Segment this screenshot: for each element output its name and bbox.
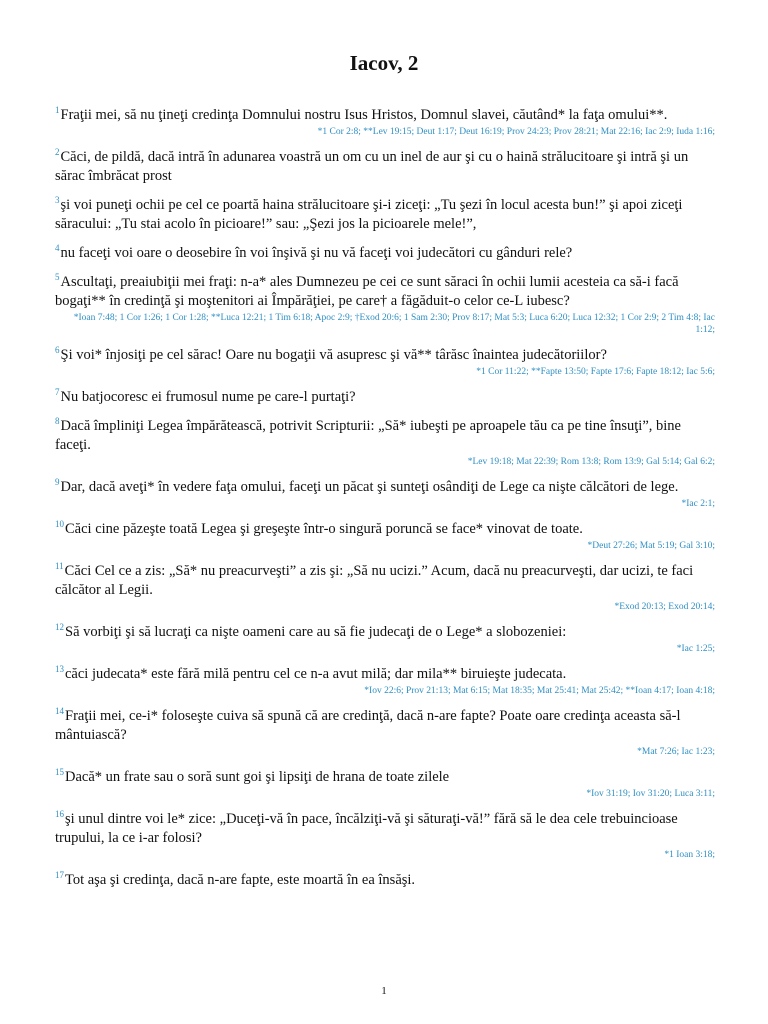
verse [55, 520, 715, 552]
verse-body: Şi voi* înjosiţi pe cel sărac! Oare nu bogaţii vă asupresc şi vă** târăsc înaintea judecătoriilor? [60, 347, 607, 363]
cross-references[interactable]: *Lev 19:18; Mat 22:39; Rom 13:8; Rom 13:9; Gal 5:14; Gal 6:2; [467, 457, 715, 467]
verse-body: Căci, de pildă, dacă intră în adunarea voastră un om cu un inel de aur şi cu o haină strălucitoare şi intră şi un sărac îmbrăcat prost [55, 149, 689, 184]
verse-text [55, 707, 715, 745]
verse-body: nu faceţi voi oare o deosebire în voi înşivă şi nu vă faceţi voi judecători cu gânduri rele? [60, 245, 573, 261]
cross-references[interactable]: *Iov 31:19; Iov 31:20; Luca 3:11; [586, 789, 715, 799]
verse [55, 665, 715, 697]
verse-text [55, 623, 715, 642]
verse-text [55, 810, 715, 848]
verse-body: Nu batjocoresc ei frumosul nume pe care-l purtaţi? [60, 389, 356, 405]
verse-number: 12 [55, 622, 64, 633]
page-number: 1 [381, 985, 387, 997]
verse-number: 16 [55, 809, 64, 820]
verse-text [55, 768, 715, 787]
verse [55, 707, 715, 758]
verse-body: Să vorbiţi şi să lucraţi ca nişte oameni care au să fie judecaţi de o Lege* a slobozeniei: [65, 624, 567, 640]
verse-body: Căci Cel ce a zis: „Să* nu preacurveşti” a zis şi: „Să nu ucizi.” Acum, dacă nu preacurveşti, dar ucizi, te faci călcător al Legii. [55, 563, 694, 598]
verse-number: 9 [55, 477, 60, 488]
verse [55, 148, 715, 186]
verse-body: Fraţii mei, ce-i* foloseşte cuiva să spună că are credinţă, dacă n-are fapte? Poate oare credinţa aceasta să-l mântuiască? [55, 708, 681, 743]
verse [55, 478, 715, 510]
verse [55, 106, 715, 138]
cross-references[interactable]: *1 Cor 11:22; **Fapte 13:50; Fapte 17:6; Fapte 18:12; Iac 5:6; [476, 367, 715, 377]
verse [55, 871, 715, 890]
cross-references[interactable]: *Iov 22:6; Prov 21:13; Mat 6:15; Mat 18:35; Mat 25:41; Mat 25:42; **Ioan 4:17; Ioan 4:18; [364, 686, 715, 696]
verse-body: Dar, dacă aveţi* în vedere faţa omului, faceţi un păcat şi sunteţi osândiţi de Lege ca nişte călcători de lege. [60, 479, 679, 495]
verse-text [55, 388, 715, 407]
verse-body: Ascultaţi, preaiubiţii mei fraţi: n-a* ales Dumnezeu pe cei ce sunt săraci în ochii lumii acesteia ca să-i facă bogaţi** în credinţă şi moştenitori ai Împărăţiei, pe care† a făgăduit-o celor ce-L iubesc? [55, 274, 679, 309]
verse-number: 3 [55, 195, 60, 206]
cross-references[interactable]: *1 Cor 2:8; **Lev 19:15; Deut 1:17; Deut 16:19; Prov 24:23; Prov 28:21; Mat 22:16; Iac 2:9; Iuda 1:16; [317, 127, 715, 137]
verse-text [55, 346, 715, 365]
verse-text [55, 417, 715, 455]
verse-number: 17 [55, 870, 64, 881]
verse-body: căci judecata* este fără milă pentru cel ce n-a avut milă; dar mila** biruieşte judecata. [65, 666, 567, 682]
verse-body: Dacă împliniţi Legea împărătească, potrivit Scripturii: „Să* iubeşti pe aproapele tău ca pe tine însuţi”, bine faceţi. [55, 418, 681, 453]
verse-text [55, 244, 715, 263]
verse-text [55, 106, 715, 125]
verse [55, 810, 715, 861]
verse-number: 10 [55, 519, 64, 530]
verse-text [55, 478, 715, 497]
verse-text [55, 196, 715, 234]
verse [55, 388, 715, 407]
verse-body: Tot aşa şi credinţa, dacă n-are fapte, este moartă în ea însăşi. [65, 872, 416, 888]
cross-references[interactable]: *Ioan 7:48; 1 Cor 1:26; 1 Cor 1:28; **Luca 12:21; 1 Tim 6:18; Apoc 2:9; †Exod 20:6; 1 Sam 2:30; Prov 8:17; Mat 5:3; Luca 6:20; Luca 12:32; 1 Cor 2:9; 2 Tim 4:8; Iac 1:12; [73, 313, 715, 335]
verse [55, 768, 715, 800]
verse-body: Fraţii mei, să nu ţineţi credinţa Domnului nostru Isus Hristos, Domnul slavei, căutând* la faţa omului**. [60, 107, 668, 123]
cross-references[interactable]: *Iac 2:1; [681, 499, 715, 509]
verse-text [55, 520, 715, 539]
verse-body: şi voi puneţi ochii pe cel ce poartă haina strălucitoare şi-i ziceţi: „Tu şezi în locul acesta bun!” şi apoi ziceţi săracului: „Tu stai acolo în picioare!” sau: „Şezi jos la picioarele mele!”, [55, 197, 683, 232]
verse-number: 5 [55, 272, 60, 283]
verse [55, 346, 715, 378]
cross-references[interactable]: *Deut 27:26; Mat 5:19; Gal 3:10; [587, 541, 715, 551]
verse-text [55, 871, 715, 890]
cross-references[interactable]: *Iac 1:25; [676, 644, 715, 654]
verse-number: 1 [55, 105, 60, 116]
chapter-title: Iacov, 2 [349, 51, 419, 75]
verse [55, 623, 715, 655]
verse-text [55, 273, 715, 311]
verse-number: 8 [55, 416, 60, 427]
verse-number: 11 [55, 561, 64, 572]
verse-number: 14 [55, 706, 64, 717]
verse-number: 13 [55, 664, 64, 675]
cross-references[interactable]: *1 Ioan 3:18; [664, 850, 715, 860]
verse-number: 6 [55, 345, 60, 356]
verse [55, 417, 715, 468]
verse-list [55, 106, 715, 900]
cross-references[interactable]: *Mat 7:26; Iac 1:23; [637, 747, 715, 757]
verse-text [55, 148, 715, 186]
verse [55, 196, 715, 234]
verse-number: 7 [55, 387, 60, 398]
verse-text [55, 562, 715, 600]
verse [55, 273, 715, 336]
verse-body: Dacă* un frate sau o soră sunt goi şi lipsiţi de hrana de toate zilele [65, 769, 450, 785]
verse [55, 244, 715, 263]
verse [55, 562, 715, 613]
verse-body: şi unul dintre voi le* zice: „Duceţi-vă în pace, încălziţi-vă şi săturaţi-vă!” fără să le dea cele trebuincioase trupului, la ce i-ar folosi? [55, 811, 678, 846]
verse-body: Căci cine păzeşte toată Legea şi greşeşte într-o singură poruncă se face* vinovat de toate. [65, 521, 583, 537]
verse-number: 2 [55, 147, 60, 158]
verse-number: 4 [55, 243, 60, 254]
verse-text [55, 665, 715, 684]
cross-references[interactable]: *Exod 20:13; Exod 20:14; [614, 602, 715, 612]
verse-number: 15 [55, 767, 64, 778]
